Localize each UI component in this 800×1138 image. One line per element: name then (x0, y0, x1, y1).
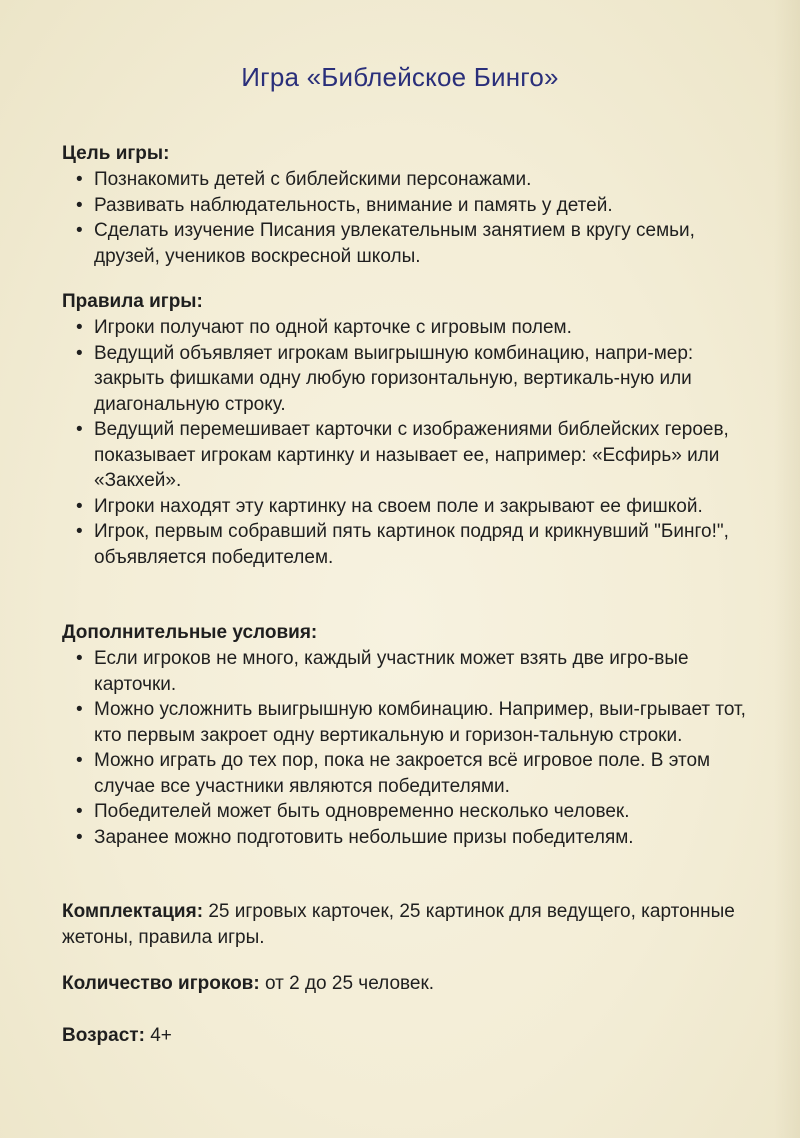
contents-value: 25 игровых карточек, 25 картинок для ведущего, картонные жетоны, правила игры. (62, 901, 735, 948)
extra-section (62, 619, 752, 850)
list-item: • Ведущий объявляет игрокам выигрышную комбинацию, напри-мер: закрыть фишками одну любую горизонтальную, вертикаль-ную или диагональную строку. (62, 341, 752, 418)
list-item: • Развивать наблюдательность, внимание и память у детей. (62, 193, 752, 219)
rules-section (62, 288, 752, 570)
list-item: • Победителей может быть одновременно несколько человек. (62, 799, 752, 825)
extra-list (62, 646, 752, 850)
list-item: • Если игроков не много, каждый участник может взять две игро-вые карточки. (62, 646, 752, 697)
age-value: 4+ (150, 1025, 172, 1046)
list-item: • Можно играть до тех пор, пока не закроется всё игровое поле. В этом случае все участники являются победителями. (62, 748, 752, 799)
goal-heading: Цель игры: (62, 143, 170, 164)
list-item: • Заранее можно подготовить небольшие призы победителям. (62, 825, 752, 851)
rules-list (62, 315, 752, 570)
list-item: • Игроки получают по одной карточке с игровым полем. (62, 315, 752, 341)
age-info (62, 1023, 752, 1049)
goal-section (62, 140, 752, 269)
rules-heading: Правила игры: (62, 291, 203, 312)
list-item: • Можно усложнить выигрышную комбинацию. Например, выи-грывает тот, кто первым закроет одну вертикальную и горизон-тальную строки. (62, 697, 752, 748)
page-title: Игра «Библейское Бинго» (241, 62, 559, 92)
age-label: Возраст: (62, 1025, 145, 1046)
list-item: • Игроки находят эту картинку на своем поле и закрывают ее фишкой. (62, 494, 752, 520)
list-item: • Ведущий перемешивает карточки с изображениями библейских героев, показывает игрокам картинку и называет ее, например: «Есфирь» или «Закхей». (62, 417, 752, 494)
players-value: от 2 до 25 человек. (264, 973, 435, 994)
extra-heading: Дополнительные условия: (62, 622, 318, 643)
players-info (62, 971, 752, 997)
page-edge-shadow (774, 0, 800, 1138)
contents-label: Комплектация: (62, 901, 204, 922)
list-item: • Игрок, первым собравший пять картинок подряд и крикнувший "Бинго!", объявляется победителем. (62, 519, 752, 570)
list-item: • Сделать изучение Писания увлекательным занятием в кругу семьи, друзей, учеников воскресной школы. (62, 218, 752, 269)
list-item: • Познакомить детей с библейскими персонажами. (62, 167, 752, 193)
contents-info (62, 899, 752, 951)
goal-list (62, 167, 752, 269)
players-label: Количество игроков: (62, 973, 260, 994)
